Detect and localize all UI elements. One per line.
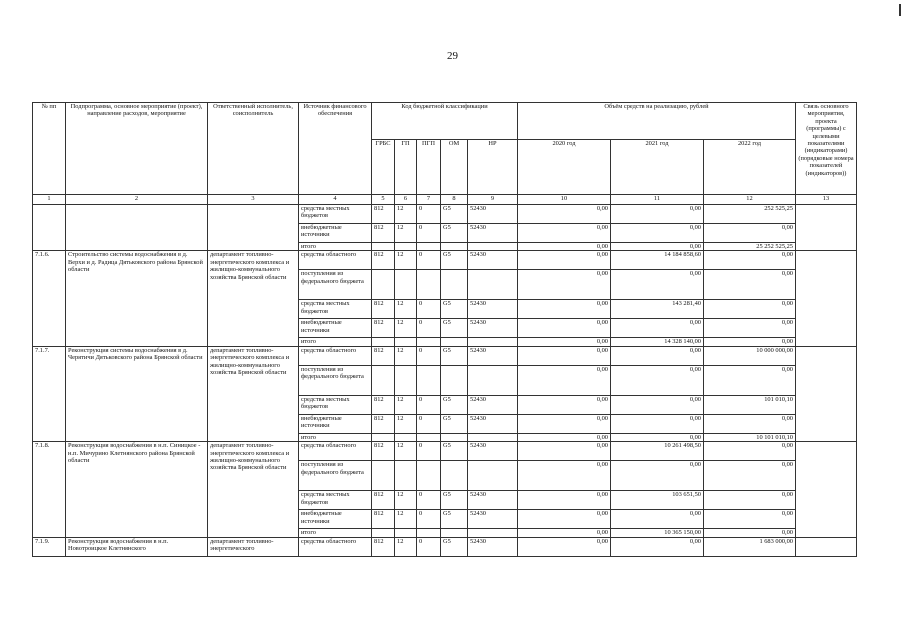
cell-2021: 0,00: [611, 414, 704, 433]
cell-om: [441, 529, 468, 537]
cell-2021: 0,00: [611, 346, 704, 365]
cell-grbs: 812: [372, 346, 395, 365]
cell-2020: 0,00: [518, 442, 611, 461]
cell-np: [468, 433, 518, 441]
cell-source: средства местных бюджетов: [299, 491, 372, 510]
cell-name: Строительство системы водоснабжения в д. Верхи и д. Радица Дятьковского района Брянской области: [66, 251, 208, 346]
cell-2020: 0,00: [518, 461, 611, 491]
cell-2021: 143 281,40: [611, 300, 704, 319]
cell-gp: 12: [395, 491, 417, 510]
cell-np: 52430: [468, 442, 518, 461]
cell-2020: 0,00: [518, 395, 611, 414]
cell-np: 52430: [468, 537, 518, 556]
cell-grbs: [372, 243, 395, 251]
cell-pgp: [417, 365, 441, 395]
cell-om: G5: [441, 491, 468, 510]
cell-grbs: [372, 365, 395, 395]
col-num: 5: [372, 195, 395, 205]
cell-source: средства областного: [299, 251, 372, 270]
cell-grbs: [372, 529, 395, 537]
cell-2021: 0,00: [611, 270, 704, 300]
cell-grbs: 812: [372, 300, 395, 319]
cell-source: итого: [299, 243, 372, 251]
cell-om: [441, 243, 468, 251]
cell-grbs: 812: [372, 537, 395, 556]
cell-gp: 12: [395, 205, 417, 224]
cell-2020: 0,00: [518, 529, 611, 537]
cell-om: G5: [441, 537, 468, 556]
cell-2022: 0,00: [704, 338, 796, 346]
cell-2021: 0,00: [611, 224, 704, 243]
cell-2021: 0,00: [611, 510, 704, 529]
cell-resp: [208, 205, 299, 251]
cell-om: [441, 365, 468, 395]
cell-link: [796, 346, 857, 441]
cell-pgp: 0: [417, 510, 441, 529]
cell-np: [468, 243, 518, 251]
cell-np: 52430: [468, 346, 518, 365]
cell-2022: 1 683 000,00: [704, 537, 796, 556]
cell-gp: 12: [395, 414, 417, 433]
cell-2022: 0,00: [704, 414, 796, 433]
cell-om: G5: [441, 510, 468, 529]
col-num: 10: [518, 195, 611, 205]
col-num: 4: [299, 195, 372, 205]
header-2020: 2020 год: [518, 140, 611, 195]
header-gp: ГП: [395, 140, 417, 195]
col-num: 9: [468, 195, 518, 205]
cell-link: [796, 205, 857, 251]
header-responsible: Ответственный исполнитель, соисполнитель: [208, 103, 299, 195]
cell-2020: 0,00: [518, 365, 611, 395]
cell-2021: 10 365 150,00: [611, 529, 704, 537]
cell-grbs: [372, 433, 395, 441]
cell-np: 52430: [468, 300, 518, 319]
cell-pgp: 0: [417, 395, 441, 414]
cell-gp: 12: [395, 537, 417, 556]
cell-pgp: 0: [417, 537, 441, 556]
col-num: 7: [417, 195, 441, 205]
cell-np: 52430: [468, 414, 518, 433]
cell-link: [796, 442, 857, 537]
cell-2022: 0,00: [704, 491, 796, 510]
cell-gp: 12: [395, 395, 417, 414]
cell-grbs: 812: [372, 224, 395, 243]
page-edge-mark: [899, 4, 901, 16]
table-row: [33, 205, 857, 224]
cell-resp: департамент топливно-энергетического комплекса и жилищно-коммунального хозяйства Брянской области: [208, 442, 299, 537]
cell-pgp: 0: [417, 300, 441, 319]
cell-2021: 0,00: [611, 395, 704, 414]
cell-2021: 0,00: [611, 537, 704, 556]
cell-np: 52430: [468, 319, 518, 338]
cell-source: итого: [299, 529, 372, 537]
cell-om: [441, 338, 468, 346]
cell-om: [441, 433, 468, 441]
cell-2021: 0,00: [611, 319, 704, 338]
cell-2021: 103 651,50: [611, 491, 704, 510]
cell-grbs: 812: [372, 395, 395, 414]
cell-2022: 0,00: [704, 319, 796, 338]
cell-om: G5: [441, 251, 468, 270]
cell-grbs: 812: [372, 442, 395, 461]
col-num: 12: [704, 195, 796, 205]
cell-om: G5: [441, 205, 468, 224]
cell-gp: 12: [395, 251, 417, 270]
cell-grbs: 812: [372, 205, 395, 224]
cell-2020: 0,00: [518, 414, 611, 433]
cell-np: [468, 461, 518, 491]
cell-pgp: [417, 338, 441, 346]
cell-2021: 0,00: [611, 433, 704, 441]
header-row: [33, 103, 857, 140]
cell-gp: [395, 338, 417, 346]
cell-gp: 12: [395, 346, 417, 365]
cell-no: 7.1.9.: [33, 537, 66, 556]
col-num: 3: [208, 195, 299, 205]
cell-source: внебюджетные источники: [299, 319, 372, 338]
header-np: НР: [468, 140, 518, 195]
cell-source: средства местных бюджетов: [299, 205, 372, 224]
cell-source: внебюджетные источники: [299, 414, 372, 433]
cell-2022: 0,00: [704, 365, 796, 395]
cell-np: 52430: [468, 395, 518, 414]
cell-pgp: 0: [417, 251, 441, 270]
cell-2022: 10 101 010,10: [704, 433, 796, 441]
cell-2020: 0,00: [518, 319, 611, 338]
cell-2022: 0,00: [704, 224, 796, 243]
cell-om: [441, 270, 468, 300]
cell-om: G5: [441, 395, 468, 414]
cell-2022: 101 010,10: [704, 395, 796, 414]
cell-resp: департамент топливно-энергетического комплекса и жилищно-коммунального хозяйства Брянской области: [208, 346, 299, 441]
cell-source: средства областного: [299, 537, 372, 556]
cell-gp: 12: [395, 510, 417, 529]
cell-pgp: 0: [417, 346, 441, 365]
col-num: 13: [796, 195, 857, 205]
cell-2022: 0,00: [704, 442, 796, 461]
cell-2021: 14 328 140,00: [611, 338, 704, 346]
cell-gp: 12: [395, 442, 417, 461]
budget-table: [32, 102, 857, 557]
table-row: [33, 442, 857, 461]
cell-grbs: [372, 461, 395, 491]
cell-2022: 0,00: [704, 270, 796, 300]
cell-2020: 0,00: [518, 338, 611, 346]
cell-np: 52430: [468, 510, 518, 529]
cell-source: внебюджетные источники: [299, 510, 372, 529]
cell-gp: [395, 270, 417, 300]
cell-om: G5: [441, 224, 468, 243]
cell-gp: [395, 365, 417, 395]
cell-pgp: [417, 270, 441, 300]
header-grbs: ГРБС: [372, 140, 395, 195]
cell-om: G5: [441, 319, 468, 338]
cell-link: [796, 251, 857, 346]
col-num: 6: [395, 195, 417, 205]
cell-2022: 10 000 000,00: [704, 346, 796, 365]
header-2021: 2021 год: [611, 140, 704, 195]
cell-om: [441, 461, 468, 491]
cell-om: G5: [441, 414, 468, 433]
cell-2022: 0,00: [704, 510, 796, 529]
cell-np: 52430: [468, 491, 518, 510]
cell-gp: 12: [395, 300, 417, 319]
cell-resp: департамент топливно-энергетического: [208, 537, 299, 556]
cell-no: 7.1.7.: [33, 346, 66, 441]
cell-2020: 0,00: [518, 537, 611, 556]
cell-source: средства местных бюджетов: [299, 300, 372, 319]
cell-np: [468, 338, 518, 346]
cell-2020: 0,00: [518, 491, 611, 510]
cell-gp: [395, 529, 417, 537]
cell-np: [468, 270, 518, 300]
column-numbers-row: [33, 195, 857, 205]
cell-pgp: 0: [417, 414, 441, 433]
cell-2021: 0,00: [611, 461, 704, 491]
header-2022: 2022 год: [704, 140, 796, 195]
cell-source: поступления из федерального бюджета: [299, 365, 372, 395]
cell-no: 7.1.8.: [33, 442, 66, 537]
cell-np: 52430: [468, 224, 518, 243]
table-row: [33, 537, 857, 556]
col-num: 2: [66, 195, 208, 205]
cell-om: G5: [441, 300, 468, 319]
cell-pgp: 0: [417, 224, 441, 243]
cell-2020: 0,00: [518, 346, 611, 365]
col-num: 8: [441, 195, 468, 205]
table-row: [33, 346, 857, 365]
cell-2020: 0,00: [518, 510, 611, 529]
cell-om: G5: [441, 442, 468, 461]
cell-source: внебюджетные источники: [299, 224, 372, 243]
cell-gp: [395, 461, 417, 491]
cell-name: Реконструкция водоснабжения в н.п. Новотроицкое Клетнянского: [66, 537, 208, 556]
cell-source: итого: [299, 433, 372, 441]
cell-np: 52430: [468, 205, 518, 224]
cell-no: [33, 205, 66, 251]
cell-grbs: 812: [372, 491, 395, 510]
cell-name: Реконструкция водоснабжения в н.п. Синицкое - н.п. Мичурино Клетнянского района Брянской области: [66, 442, 208, 537]
cell-no: 7.1.6.: [33, 251, 66, 346]
header-pgp: ПГП: [417, 140, 441, 195]
cell-grbs: 812: [372, 319, 395, 338]
cell-2022: 0,00: [704, 461, 796, 491]
cell-gp: 12: [395, 224, 417, 243]
cell-2022: 0,00: [704, 529, 796, 537]
cell-grbs: [372, 338, 395, 346]
cell-source: средства областного: [299, 442, 372, 461]
header-subprogram: Подпрограмма, основное мероприятие (проект), направление расходов, мероприятие: [66, 103, 208, 195]
cell-2021: 0,00: [611, 243, 704, 251]
cell-2020: 0,00: [518, 300, 611, 319]
cell-pgp: [417, 461, 441, 491]
cell-2021: 0,00: [611, 365, 704, 395]
cell-grbs: 812: [372, 251, 395, 270]
cell-2020: 0,00: [518, 251, 611, 270]
cell-np: [468, 529, 518, 537]
cell-2022: 252 525,25: [704, 205, 796, 224]
cell-pgp: [417, 243, 441, 251]
cell-np: 52430: [468, 251, 518, 270]
cell-grbs: 812: [372, 510, 395, 529]
header-source: Источник финансового обеспечения: [299, 103, 372, 195]
cell-pgp: 0: [417, 491, 441, 510]
cell-pgp: [417, 529, 441, 537]
cell-gp: [395, 243, 417, 251]
header-no: № пп: [33, 103, 66, 195]
cell-pgp: [417, 433, 441, 441]
cell-2020: 0,00: [518, 243, 611, 251]
header-budget-code: Код бюджетной классификации: [372, 103, 518, 140]
cell-resp: департамент топливно-энергетического комплекса и жилищно-коммунального хозяйства Брянской области: [208, 251, 299, 346]
table-row: [33, 251, 857, 270]
cell-source: средства областного: [299, 346, 372, 365]
cell-pgp: 0: [417, 442, 441, 461]
cell-gp: [395, 433, 417, 441]
header-link: Связь основного мероприятия, проекта (программы) с целевыми показателями (индикаторами) (порядковые номера показателей (индикаторов)): [796, 103, 857, 195]
cell-2020: 0,00: [518, 270, 611, 300]
cell-2021: 0,00: [611, 205, 704, 224]
cell-2020: 0,00: [518, 205, 611, 224]
cell-pgp: 0: [417, 319, 441, 338]
cell-np: [468, 365, 518, 395]
cell-2020: 0,00: [518, 433, 611, 441]
cell-name: Реконструкция системы водоснабжения в д. Черятичи Дятьковского района Брянской области: [66, 346, 208, 441]
cell-2022: 0,00: [704, 251, 796, 270]
cell-gp: 12: [395, 319, 417, 338]
col-num: 1: [33, 195, 66, 205]
cell-grbs: [372, 270, 395, 300]
page-number: 29: [447, 50, 458, 62]
cell-2022: 0,00: [704, 300, 796, 319]
cell-2022: 25 252 525,25: [704, 243, 796, 251]
cell-2020: 0,00: [518, 224, 611, 243]
header-om: ОМ: [441, 140, 468, 195]
cell-link: [796, 537, 857, 556]
cell-2021: 14 184 858,60: [611, 251, 704, 270]
cell-om: G5: [441, 346, 468, 365]
cell-source: поступления из федерального бюджета: [299, 270, 372, 300]
cell-source: итого: [299, 338, 372, 346]
cell-name: [66, 205, 208, 251]
cell-grbs: 812: [372, 414, 395, 433]
header-volume: Объём средств на реализацию, рублей: [518, 103, 796, 140]
cell-source: поступления из федерального бюджета: [299, 461, 372, 491]
cell-source: средства местных бюджетов: [299, 395, 372, 414]
col-num: 11: [611, 195, 704, 205]
cell-2021: 10 261 498,50: [611, 442, 704, 461]
cell-pgp: 0: [417, 205, 441, 224]
